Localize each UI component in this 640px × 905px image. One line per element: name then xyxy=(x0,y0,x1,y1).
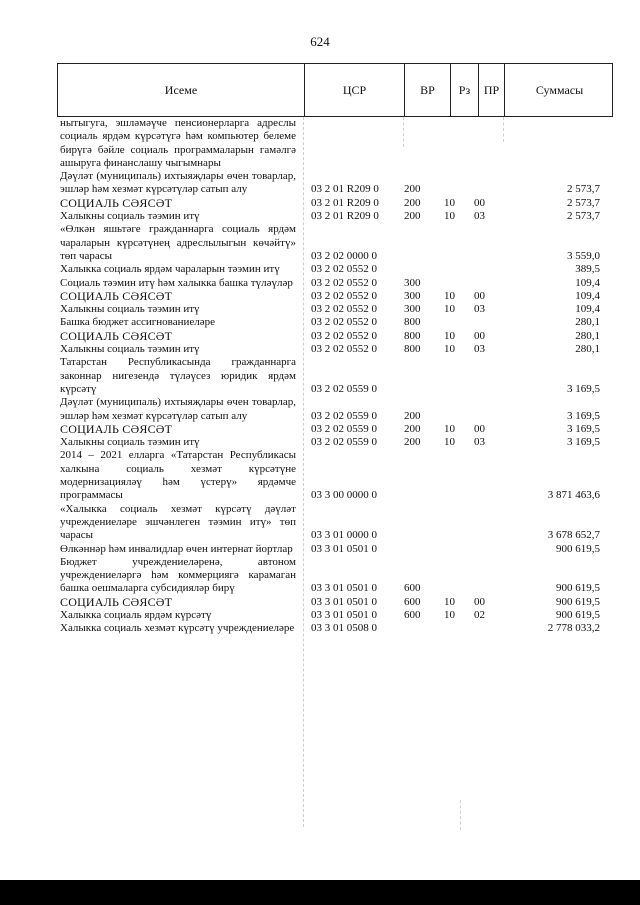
cell-pr: 03 xyxy=(474,436,485,449)
cell-name: Халыкка социаль ярдәм күрсәтү xyxy=(60,608,212,621)
scan-edge xyxy=(0,880,640,905)
cell-pr: 00 xyxy=(474,595,485,608)
cell-name: «Өлкән яшьтәге гражданнарга социаль ярдәм чараларын күрсәтүнең адреслылыгын көчәйтү» төп чарасы xyxy=(60,223,296,262)
header-rz: Рз xyxy=(450,64,478,116)
cell-sum: 3 169,5 xyxy=(567,422,600,435)
cell-csr: 03 3 01 0501 0 xyxy=(311,582,377,595)
table-row xyxy=(60,316,600,329)
cell-name: Дәүләт (муниципаль) ихтыяҗлары өчен товарлар, эшләр һәм хезмәт күрсәтүләр сатып алу xyxy=(60,170,296,196)
cell-rz: 10 xyxy=(444,595,455,608)
cell-rz: 10 xyxy=(444,422,455,435)
cell-vr: 600 xyxy=(404,582,421,595)
cell-vr: 600 xyxy=(404,608,421,621)
cell-sum: 3 559,0 xyxy=(567,249,600,262)
cell-vr: 200 xyxy=(404,436,421,449)
table-row xyxy=(60,290,600,303)
cell-pr: 03 xyxy=(474,303,485,316)
cell-sum: 2 573,7 xyxy=(567,210,600,223)
column-divider xyxy=(460,800,461,830)
cell-name: Башка бюджет ассигнованиеләре xyxy=(60,316,215,329)
table-row xyxy=(60,197,600,210)
table-row xyxy=(60,277,600,290)
cell-sum: 109,4 xyxy=(575,289,600,302)
cell-vr: 300 xyxy=(404,276,421,289)
cell-csr: 03 2 02 0552 0 xyxy=(311,289,377,302)
cell-csr: 03 2 01 R209 0 xyxy=(311,210,379,223)
cell-vr: 800 xyxy=(404,316,421,329)
cell-name: Бюджет учреждениеләренә, автоном учреждениеләргә һәм коммерциягә карамаган башка оешмаларга субсидияләр бирү xyxy=(60,555,296,595)
cell-sum: 900 619,5 xyxy=(556,542,600,555)
cell-name: Халыкны социаль тәэмин итү xyxy=(60,303,200,316)
page-number: 624 xyxy=(310,34,330,49)
cell-csr: 03 2 02 0559 0 xyxy=(311,422,377,435)
table-row xyxy=(60,117,600,170)
cell-name: Дәүләт (муниципаль) ихтыяҗлары өчен товарлар, эшләр һәм хезмәт күрсәтүләр сатып алу xyxy=(60,396,296,422)
table-row xyxy=(60,343,600,356)
cell-sum: 3 871 463,6 xyxy=(547,489,600,502)
cell-csr: 03 2 02 0552 0 xyxy=(311,329,377,342)
table-row xyxy=(60,622,600,635)
table-header xyxy=(57,63,613,117)
cell-csr: 03 3 01 0000 0 xyxy=(311,529,377,542)
cell-sum: 3 169,5 xyxy=(567,382,600,395)
cell-vr: 800 xyxy=(404,329,421,342)
cell-name: СОЦИАЛЬ СӘЯСӘТ xyxy=(60,288,173,303)
header-vr: ВР xyxy=(404,64,450,116)
header-name: Исеме xyxy=(164,82,198,97)
cell-csr: 03 3 01 0501 0 xyxy=(311,595,377,608)
cell-pr: 00 xyxy=(474,289,485,302)
cell-sum: 900 619,5 xyxy=(556,608,600,621)
cell-csr: 03 2 02 0000 0 xyxy=(311,249,377,262)
cell-name: Өлкәннәр һәм инвалидлар өчен интернат йортлар xyxy=(60,542,293,555)
cell-sum: 3 169,5 xyxy=(567,409,600,422)
cell-rz: 10 xyxy=(444,343,455,356)
cell-name: нытыгуга, эшләмәүче пенсионерларга адреслы социаль ярдәм күрсәтүгә һәм компьютер белеме бирүгә бәйле социаль программаларын гамәлгә ашыруга финанслашу чыгымнары xyxy=(60,117,296,169)
cell-csr: 03 2 02 0559 0 xyxy=(311,409,377,422)
cell-sum: 3 169,5 xyxy=(567,436,600,449)
cell-csr: 03 2 02 0559 0 xyxy=(311,382,377,395)
table-row xyxy=(60,303,600,316)
cell-pr: 03 xyxy=(474,343,485,356)
cell-vr: 600 xyxy=(404,595,421,608)
cell-csr: 03 2 02 0552 0 xyxy=(311,303,377,316)
table-row xyxy=(60,396,600,423)
cell-csr: 03 2 02 0552 0 xyxy=(311,316,377,329)
cell-csr: 03 2 02 0552 0 xyxy=(311,343,377,356)
cell-csr: 03 3 01 0508 0 xyxy=(311,622,377,635)
cell-vr: 800 xyxy=(404,343,421,356)
table-row xyxy=(60,556,600,596)
cell-rz: 10 xyxy=(444,289,455,302)
table-row xyxy=(60,223,600,263)
cell-pr: 03 xyxy=(474,210,485,223)
cell-name: СОЦИАЛЬ СӘЯСӘТ xyxy=(60,328,173,343)
table-row xyxy=(60,330,600,343)
cell-rz: 10 xyxy=(444,210,455,223)
cell-csr: 03 3 01 0501 0 xyxy=(311,542,377,555)
cell-rz: 10 xyxy=(444,608,455,621)
cell-name: Халыкка социаль ярдәм чараларын тәэмин итү xyxy=(60,263,280,276)
cell-csr: 03 2 02 0552 0 xyxy=(311,263,377,276)
cell-sum: 3 678 652,7 xyxy=(547,529,600,542)
table-row xyxy=(60,210,600,223)
cell-sum: 109,4 xyxy=(575,276,600,289)
cell-name: Социаль тәэмин итү һәм халыкка башка түләүләр xyxy=(60,276,293,289)
cell-rz: 10 xyxy=(444,436,455,449)
cell-name: Халыкка социаль хезмәт күрсәтү учреждениеләре xyxy=(60,622,295,635)
cell-csr: 03 2 02 0552 0 xyxy=(311,276,377,289)
cell-name: СОЦИАЛЬ СӘЯСӘТ xyxy=(60,195,173,210)
cell-name: Халыкны социаль тәэмин итү xyxy=(60,436,200,449)
cell-name: СОЦИАЛЬ СӘЯСӘТ xyxy=(60,594,173,609)
cell-sum: 389,5 xyxy=(575,263,600,276)
cell-pr: 02 xyxy=(474,608,485,621)
cell-pr: 00 xyxy=(474,196,485,209)
table-row xyxy=(60,543,600,556)
cell-sum: 2 573,7 xyxy=(567,183,600,196)
table-body xyxy=(60,117,600,636)
cell-sum: 280,1 xyxy=(575,329,600,342)
table-row xyxy=(60,263,600,276)
table-row xyxy=(60,356,600,396)
header-sum: Суммасы xyxy=(504,64,614,116)
cell-sum: 109,4 xyxy=(575,303,600,316)
cell-sum: 2 778 033,2 xyxy=(547,622,600,635)
table-row xyxy=(60,436,600,449)
header-pr: ПР xyxy=(478,64,504,116)
cell-vr: 200 xyxy=(404,409,421,422)
cell-rz: 10 xyxy=(444,329,455,342)
table-row xyxy=(60,609,600,622)
cell-sum: 900 619,5 xyxy=(556,582,600,595)
cell-vr: 200 xyxy=(404,422,421,435)
cell-pr: 00 xyxy=(474,329,485,342)
cell-name: 2014 – 2021 елларга «Татарстан Республикасы халкына социаль хезмәт күрсәтүне модернизацияләү һәм үстерү» ярдәмче программасы xyxy=(60,449,296,502)
table-row xyxy=(60,423,600,436)
cell-vr: 300 xyxy=(404,303,421,316)
cell-vr: 300 xyxy=(404,289,421,302)
cell-csr: 03 3 01 0501 0 xyxy=(311,608,377,621)
cell-name: Халыкны социаль тәэмин итү xyxy=(60,343,200,356)
cell-rz: 10 xyxy=(444,303,455,316)
cell-rz: 10 xyxy=(444,196,455,209)
cell-vr: 200 xyxy=(404,183,421,196)
cell-name: «Халыкка социаль хезмәт күрсәтү дәүләт учреждениеләре эшчәнлеген тәэмин итү» төп чарасы xyxy=(60,502,296,542)
cell-csr: 03 3 00 0000 0 xyxy=(311,489,377,502)
cell-sum: 2 573,7 xyxy=(567,196,600,209)
table-row xyxy=(60,449,600,502)
cell-sum: 280,1 xyxy=(575,343,600,356)
cell-vr: 200 xyxy=(404,196,421,209)
cell-name: Татарстан Республикасында гражданнарга законнар нигезендә түләүсез юридик ярдәм күрсәтү xyxy=(60,356,296,395)
cell-name: СОЦИАЛЬ СӘЯСӘТ xyxy=(60,421,173,436)
table-row xyxy=(60,170,600,197)
header-csr: ЦСР xyxy=(304,64,404,116)
cell-vr: 200 xyxy=(404,210,421,223)
table-row xyxy=(60,503,600,543)
cell-sum: 900 619,5 xyxy=(556,595,600,608)
cell-pr: 00 xyxy=(474,422,485,435)
cell-csr: 03 2 02 0559 0 xyxy=(311,436,377,449)
cell-sum: 280,1 xyxy=(575,316,600,329)
table-row xyxy=(60,596,600,609)
cell-csr: 03 2 01 R209 0 xyxy=(311,183,379,196)
cell-name: Халыкны социаль тәэмин итү xyxy=(60,210,200,223)
cell-csr: 03 2 01 R209 0 xyxy=(311,196,379,209)
